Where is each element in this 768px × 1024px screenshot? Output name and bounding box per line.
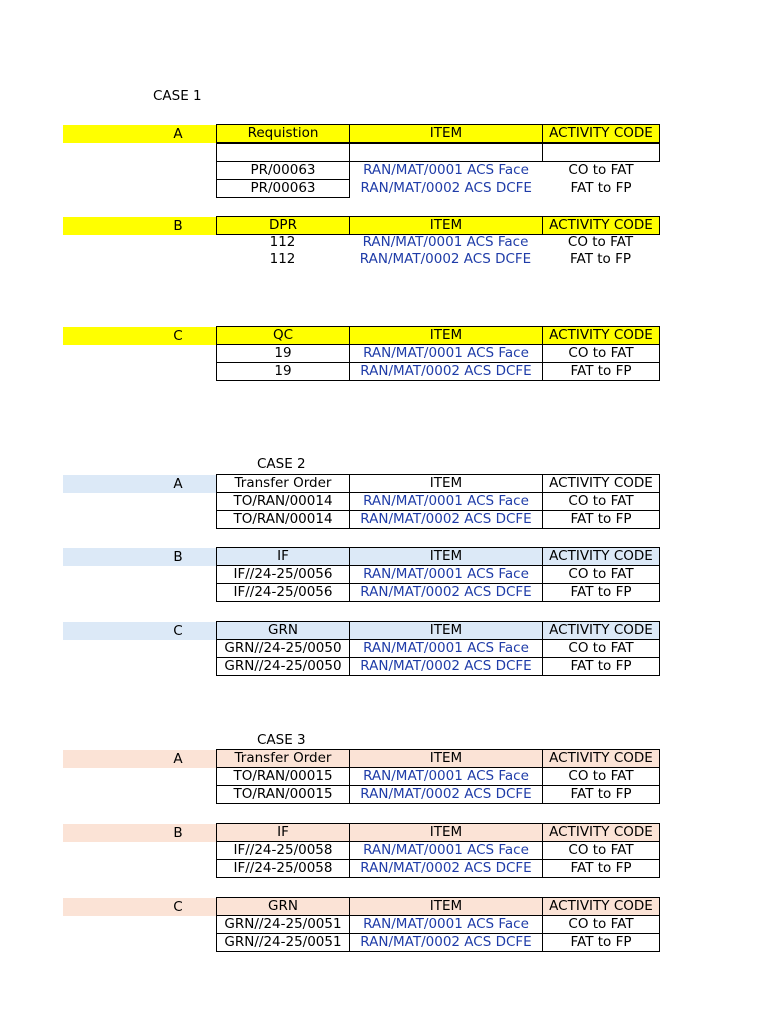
section-letter: C <box>173 623 183 639</box>
column-header: ACTIVITY CODE <box>543 125 660 143</box>
cell: CO to FAT <box>543 916 660 934</box>
table-row <box>217 860 660 878</box>
cell <box>217 144 350 162</box>
section-letter: C <box>173 899 183 915</box>
table-row <box>216 251 659 268</box>
case-2-b-table <box>216 547 660 602</box>
item-cell: RAN/MAT/0002 ACS DCFE <box>359 251 532 267</box>
case-3-a-table <box>216 749 660 804</box>
table-row <box>217 363 660 381</box>
cell: FAT to FP <box>543 658 660 676</box>
table-row <box>217 345 660 363</box>
cell: IF//24-25/0056 <box>217 584 350 602</box>
case-1-b-header-table <box>216 216 660 235</box>
case-1-c-band <box>63 327 216 345</box>
item-cell: RAN/MAT/0001 ACS Face <box>363 162 529 178</box>
case-1-a-blank-row <box>216 143 660 162</box>
table-row <box>217 511 660 529</box>
case-1-b-band <box>63 217 216 235</box>
cell: 19 <box>217 345 350 363</box>
column-header: ACTIVITY CODE <box>543 622 660 640</box>
case-2-title: CASE 2 <box>257 456 306 472</box>
table-header-row <box>217 125 660 143</box>
item-cell: RAN/MAT/0002 ACS DCFE <box>350 860 543 878</box>
item-cell: RAN/MAT/0002 ACS DCFE <box>350 934 543 952</box>
case-2-a-table <box>216 474 660 529</box>
cell: FAT to FP <box>543 934 660 952</box>
case-3-b-table <box>216 823 660 878</box>
column-header: QC <box>217 327 350 345</box>
item-cell: RAN/MAT/0001 ACS Face <box>350 640 543 658</box>
cell: CO to FAT <box>543 345 660 363</box>
column-header: ACTIVITY CODE <box>543 475 660 493</box>
column-header: IF <box>217 824 350 842</box>
cell: TO/RAN/00015 <box>217 768 350 786</box>
case-1-b-body-table <box>216 234 659 268</box>
section-letter: A <box>173 476 183 492</box>
cell: CO to FAT <box>543 768 660 786</box>
item-cell: RAN/MAT/0001 ACS Face <box>350 345 543 363</box>
item-cell: RAN/MAT/0002 ACS DCFE <box>350 511 543 529</box>
item-cell: RAN/MAT/0001 ACS Face <box>350 916 543 934</box>
cell: FAT to FP <box>543 584 660 602</box>
cell: TO/RAN/00014 <box>217 493 350 511</box>
section-letter: B <box>173 549 183 565</box>
item-cell: RAN/MAT/0001 ACS Face <box>350 768 543 786</box>
section-letter: A <box>173 751 183 767</box>
column-header: ITEM <box>350 125 543 143</box>
table-row <box>217 842 660 860</box>
column-header: ITEM <box>350 548 543 566</box>
column-header: ACTIVITY CODE <box>543 750 660 768</box>
cell: TO/RAN/00014 <box>217 511 350 529</box>
column-header: Transfer Order <box>217 750 350 768</box>
cell: PR/00063 <box>217 180 350 198</box>
cell: FAT to FP <box>543 363 660 381</box>
section-letter: A <box>173 126 183 142</box>
cell: IF//24-25/0058 <box>217 860 350 878</box>
table-row <box>217 768 660 786</box>
cell: 19 <box>217 363 350 381</box>
table-row <box>217 566 660 584</box>
item-cell: RAN/MAT/0001 ACS Face <box>362 234 529 250</box>
column-header: ITEM <box>350 217 543 235</box>
table-header-row <box>217 548 660 566</box>
case-1-a-header-table <box>216 124 660 143</box>
table-header-row <box>217 327 660 345</box>
table-row <box>217 640 660 658</box>
table-header-row <box>217 217 660 235</box>
cell: GRN//24-25/0051 <box>217 916 350 934</box>
case-3-c-table <box>216 897 660 952</box>
table-row <box>217 786 660 804</box>
item-cell: RAN/MAT/0002 ACS DCFE <box>350 584 543 602</box>
cell: CO to FAT <box>543 566 660 584</box>
cell: TO/RAN/00015 <box>217 786 350 804</box>
column-header: IF <box>217 548 350 566</box>
case-3-b-band <box>63 824 216 842</box>
column-header: DPR <box>217 217 350 235</box>
section-letter: B <box>173 825 183 841</box>
table-header-row <box>217 824 660 842</box>
item-cell: RAN/MAT/0001 ACS Face <box>350 493 543 511</box>
cell: 112 <box>269 251 296 267</box>
table-header-row <box>217 622 660 640</box>
case-2-c-band <box>63 622 216 640</box>
cell: CO to FAT <box>543 842 660 860</box>
column-header: ACTIVITY CODE <box>543 327 660 345</box>
column-header: GRN <box>217 898 350 916</box>
item-cell: RAN/MAT/0002 ACS DCFE <box>360 180 532 196</box>
case-3-a-band <box>63 750 216 768</box>
item-cell: RAN/MAT/0002 ACS DCFE <box>350 658 543 676</box>
case-3-c-band <box>63 898 216 916</box>
cell: GRN//24-25/0050 <box>217 640 350 658</box>
table-header-row <box>217 898 660 916</box>
column-header: ITEM <box>350 824 543 842</box>
cell <box>543 144 660 162</box>
cell: FAT to FP <box>570 180 632 196</box>
case-1-a-body-table <box>216 161 660 198</box>
table-row <box>217 162 660 180</box>
column-header: ACTIVITY CODE <box>543 548 660 566</box>
column-header: ITEM <box>350 327 543 345</box>
table-header-row <box>217 475 660 493</box>
column-header: Transfer Order <box>217 475 350 493</box>
table-row <box>217 934 660 952</box>
table-row <box>217 658 660 676</box>
column-header: ITEM <box>350 622 543 640</box>
cell: IF//24-25/0058 <box>217 842 350 860</box>
column-header: ITEM <box>350 898 543 916</box>
cell: 112 <box>269 234 296 250</box>
cell: GRN//24-25/0051 <box>217 934 350 952</box>
case-1-c-table <box>216 326 660 381</box>
table-row <box>217 144 660 162</box>
cell: FAT to FP <box>569 251 631 267</box>
cell: IF//24-25/0056 <box>217 566 350 584</box>
column-header: ITEM <box>350 750 543 768</box>
section-letter: B <box>173 218 183 234</box>
column-header: ACTIVITY CODE <box>543 217 660 235</box>
case-1-title: CASE 1 <box>153 88 202 104</box>
table-row <box>217 916 660 934</box>
cell: GRN//24-25/0050 <box>217 658 350 676</box>
item-cell: RAN/MAT/0001 ACS Face <box>350 842 543 860</box>
cell: PR/00063 <box>217 162 350 180</box>
column-header: ACTIVITY CODE <box>543 824 660 842</box>
table-row <box>216 234 659 251</box>
cell: CO to FAT <box>567 234 634 250</box>
table-row <box>217 180 660 198</box>
cell: CO to FAT <box>543 640 660 658</box>
cell: CO to FAT <box>543 493 660 511</box>
column-header: ACTIVITY CODE <box>543 898 660 916</box>
column-header: Requistion <box>217 125 350 143</box>
item-cell: RAN/MAT/0002 ACS DCFE <box>350 363 543 381</box>
case-2-a-band <box>63 475 216 493</box>
cell: FAT to FP <box>543 860 660 878</box>
table-row <box>217 584 660 602</box>
cell: CO to FAT <box>568 162 634 178</box>
item-cell: RAN/MAT/0001 ACS Face <box>350 566 543 584</box>
section-letter: C <box>173 328 183 344</box>
cell: FAT to FP <box>543 511 660 529</box>
item-cell: RAN/MAT/0002 ACS DCFE <box>350 786 543 804</box>
column-header: GRN <box>217 622 350 640</box>
case-3-title: CASE 3 <box>257 732 306 748</box>
column-header: ITEM <box>350 475 543 493</box>
case-1-a-band <box>63 125 216 143</box>
table-header-row <box>217 750 660 768</box>
cell: FAT to FP <box>543 786 660 804</box>
case-2-c-table <box>216 621 660 676</box>
table-row <box>217 493 660 511</box>
cell <box>350 144 543 162</box>
case-2-b-band <box>63 548 216 566</box>
